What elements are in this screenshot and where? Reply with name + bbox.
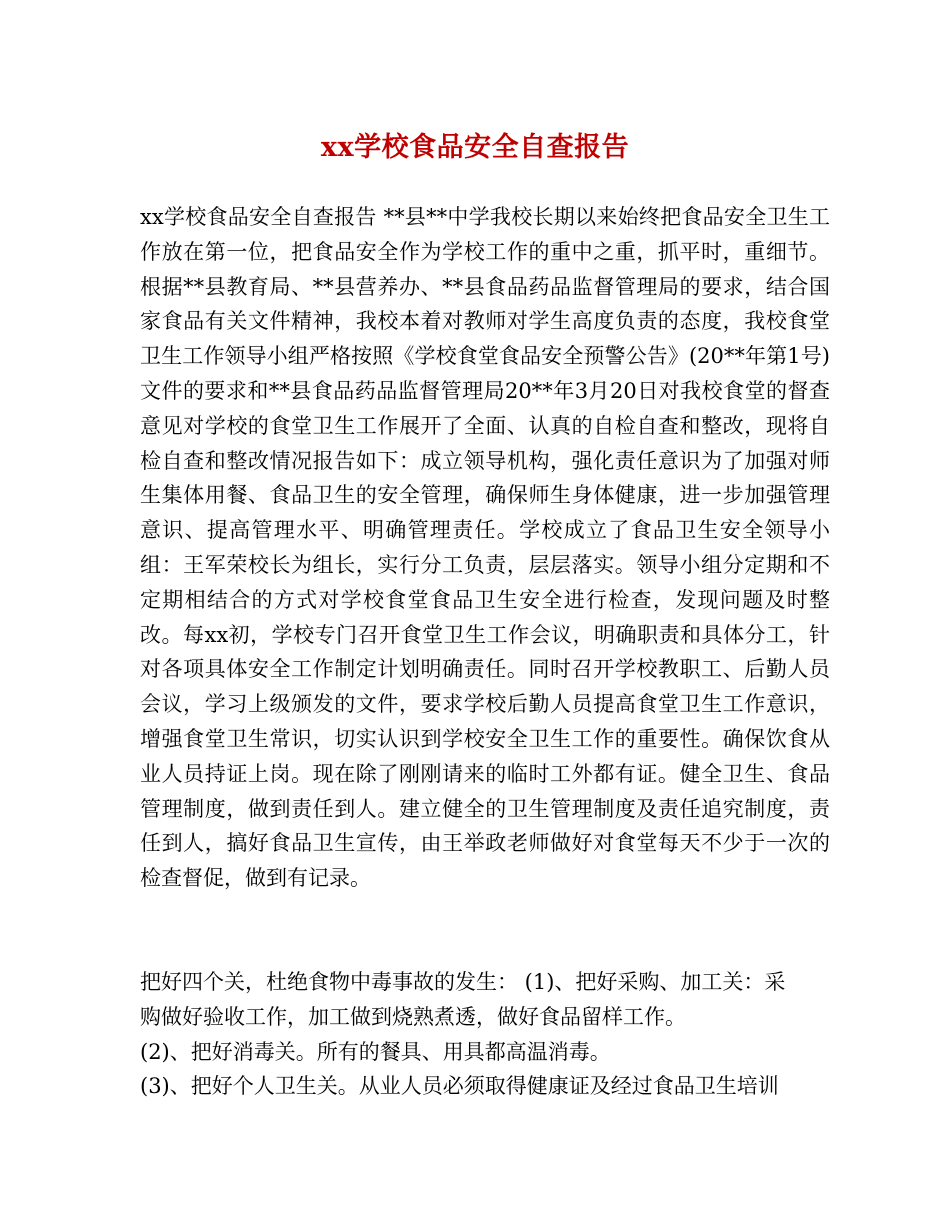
paragraph-2-line: (3)、把好个人卫生关。从业人员必须取得健康证及经过食品卫生培训 xyxy=(140,1074,779,1099)
document-title: xx学校食品安全自查报告 xyxy=(320,132,630,163)
paragraph-2-line: 把好四个关，杜绝食物中毒事故的发生： (1)、把好采购、加工关：采 xyxy=(140,970,786,994)
paragraph-1: xx学校食品安全自查报告 **县**中学我校长期以来始终把食品安全卫生工作放在第一位，把食品安全作为学校工作的重中之重，抓平时，重细节。根据**县教育局、**县营养办、**县食品药品监督管理局的要求，结合国家食品有关文件精神，我校本着对教师对学生高度负责的态度，我校食堂卫生工作领导小组严格按照《学校食堂食品安全预警公告》(20**年第1号)文件的要求和**县食品药品监督管理局20**年3月20日对我校食堂的督查意见对学校的食堂卫生工作展开了全面、认真的自检自查和整改，现将自检自查和整改情况报告如下：成立领导机构，强化责任意识为了加强对师生集体用餐、食品卫生的安全管理，确保师生身体健康，进一步加强管理意识、提高管理水平、明确管理责任。学校成立了食品卫生安全领导小组：王军荣校长为组长，实行分工负责，层层落实。领导小组分定期和不定期相结合的方式对学校食堂食品卫生安全进行检查，发现问题及时整改。每xx初，学校专门召开食堂卫生工作会议，明确职责和具体分工，针对各项具体安全工作制定计划明确责任。同时召开学校教职工、后勤人员会议，学习上级颁发的文件，要求学校后勤人员提高食堂卫生工作意识，增强食堂卫生常识，切实认识到学校安全卫生工作的重要性。确保饮食从业人员持证上岗。现在除了刚刚请来的临时工外都有证。健全卫生、食品管理制度，做到责任到人。建立健全的卫生管理制度及责任追究制度，责任到人，搞好食品卫生宣传，由王举政老师做好对食堂每天不少于一次的检查督促，做到有记录。 xyxy=(140,205,830,891)
paragraph-2 xyxy=(140,965,830,1104)
paragraph-2-line: (2)、把好消毒关。所有的餐具、用具都高温消毒。 xyxy=(140,1039,611,1064)
paragraph-2-line: 购做好验收工作，加工做到烧熟煮透，做好食品留样工作。 xyxy=(140,1004,686,1029)
